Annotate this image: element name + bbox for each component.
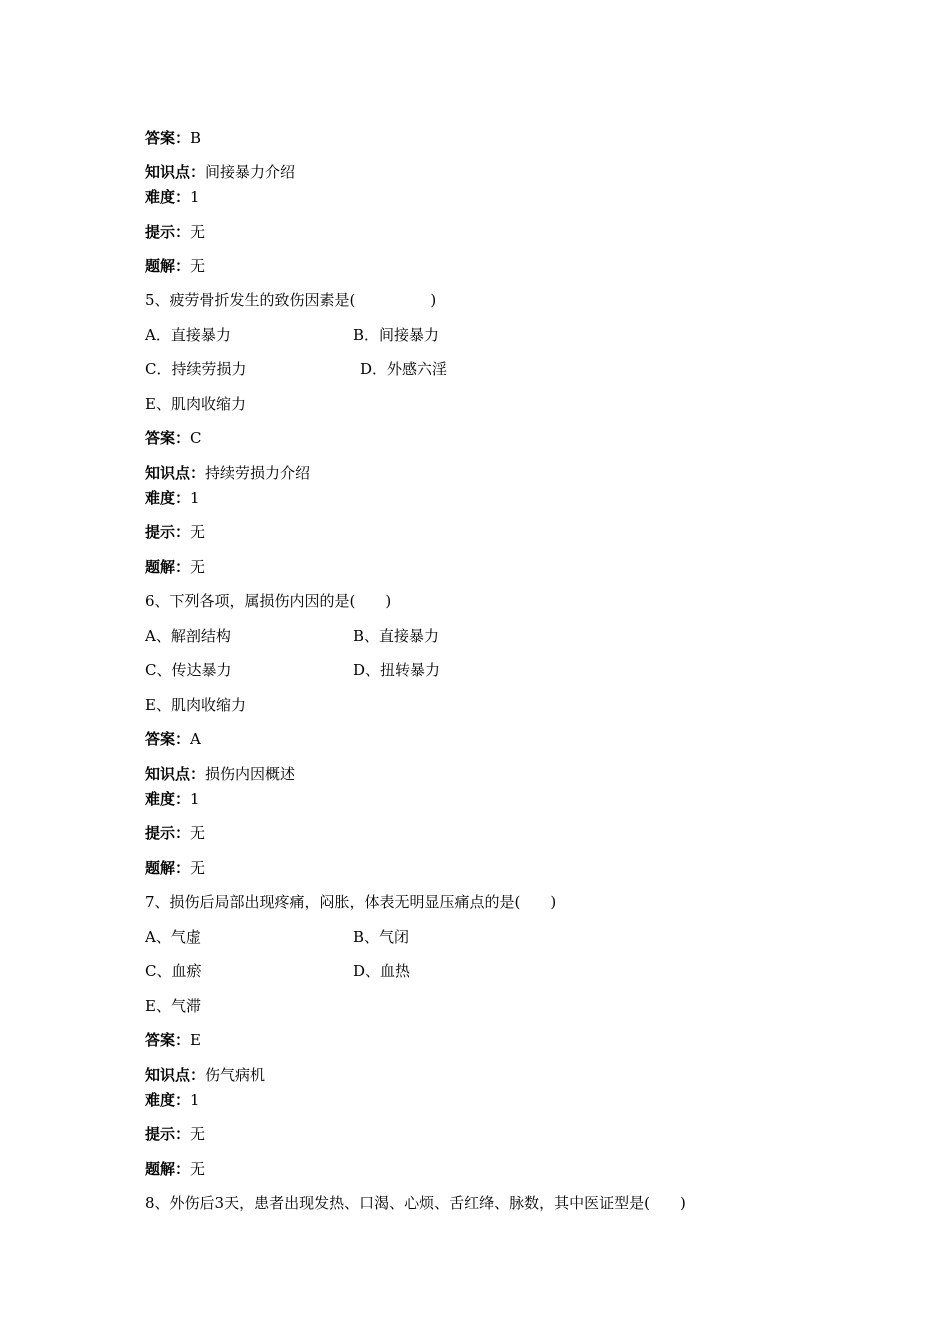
hint-label: 提示： bbox=[145, 824, 191, 842]
explain-label: 题解： bbox=[145, 859, 191, 877]
difficulty-value: 1 bbox=[190, 1091, 200, 1109]
difficulty-row bbox=[145, 789, 200, 809]
difficulty-label: 难度： bbox=[145, 489, 191, 507]
option-row bbox=[145, 927, 410, 947]
explain-row bbox=[145, 1159, 205, 1179]
option-a: A、气虚 bbox=[145, 928, 201, 946]
answer-value: C bbox=[190, 429, 202, 447]
difficulty-label: 难度： bbox=[145, 1091, 191, 1109]
option-a: A、解剖结构 bbox=[145, 627, 231, 645]
explain-value: 无 bbox=[190, 558, 206, 576]
difficulty-label: 难度： bbox=[145, 790, 191, 808]
explain-label: 题解： bbox=[145, 558, 191, 576]
question-stem: 7、损伤后局部出现疼痛，闷胀，体表无明显压痛点的是( ) bbox=[145, 893, 557, 911]
explain-row bbox=[145, 557, 205, 577]
question-stem: 6、下列各项，属损伤内因的是( ) bbox=[145, 592, 392, 610]
hint-value: 无 bbox=[190, 824, 206, 842]
answer-value: B bbox=[190, 129, 202, 147]
option-b: B、气闭 bbox=[353, 928, 410, 946]
difficulty-row bbox=[145, 1090, 200, 1110]
knowledge-value: 损伤内因概述 bbox=[205, 765, 296, 783]
knowledge-value: 间接暴力介绍 bbox=[205, 163, 296, 181]
explain-value: 无 bbox=[190, 859, 206, 877]
answer-label: 答案： bbox=[145, 129, 191, 147]
hint-label: 提示： bbox=[145, 223, 191, 241]
option-b: B、直接暴力 bbox=[353, 627, 440, 645]
hint-row bbox=[145, 1124, 205, 1144]
option-e: E、肌肉收缩力 bbox=[145, 696, 246, 714]
answer-value: A bbox=[190, 730, 201, 748]
explain-label: 题解： bbox=[145, 1160, 191, 1178]
knowledge-label: 知识点： bbox=[145, 163, 206, 181]
option-row bbox=[145, 359, 448, 379]
difficulty-value: 1 bbox=[190, 188, 200, 206]
option-a: A．直接暴力 bbox=[145, 326, 231, 344]
question-stem: 8、外伤后3天，患者出现发热、口渴、心烦、舌红绛、脉数，其中医证型是( ) bbox=[145, 1194, 686, 1212]
option-b: B．间接暴力 bbox=[353, 326, 440, 344]
explain-value: 无 bbox=[190, 1160, 206, 1178]
explain-value: 无 bbox=[190, 257, 206, 275]
option-c: C、传达暴力 bbox=[145, 661, 232, 679]
option-e: E、肌肉收缩力 bbox=[145, 395, 246, 413]
question-stem: 5、疲劳骨折发生的致伤因素是( ) bbox=[145, 291, 437, 309]
answer-label: 答案： bbox=[145, 730, 191, 748]
hint-value: 无 bbox=[190, 223, 206, 241]
option-e: E、气滞 bbox=[145, 997, 201, 1015]
explain-label: 题解： bbox=[145, 257, 191, 275]
answer-label: 答案： bbox=[145, 429, 191, 447]
hint-value: 无 bbox=[190, 523, 206, 541]
option-row bbox=[145, 961, 411, 981]
difficulty-row bbox=[145, 488, 200, 508]
hint-value: 无 bbox=[190, 1125, 206, 1143]
option-d: D．外感六淫 bbox=[360, 360, 448, 378]
knowledge-row bbox=[145, 162, 295, 182]
knowledge-label: 知识点： bbox=[145, 765, 206, 783]
answer-row bbox=[145, 729, 201, 749]
hint-row bbox=[145, 222, 205, 242]
option-c: C、血瘀 bbox=[145, 962, 202, 980]
difficulty-value: 1 bbox=[190, 790, 200, 808]
knowledge-label: 知识点： bbox=[145, 1066, 206, 1084]
explain-row bbox=[145, 256, 205, 276]
hint-label: 提示： bbox=[145, 523, 191, 541]
knowledge-value: 伤气病机 bbox=[205, 1066, 266, 1084]
answer-row bbox=[145, 1030, 201, 1050]
hint-row bbox=[145, 823, 205, 843]
knowledge-row bbox=[145, 463, 310, 483]
answer-label: 答案： bbox=[145, 1031, 191, 1049]
explain-row bbox=[145, 858, 205, 878]
knowledge-label: 知识点： bbox=[145, 464, 206, 482]
knowledge-row bbox=[145, 764, 295, 784]
knowledge-row bbox=[145, 1065, 265, 1085]
difficulty-label: 难度： bbox=[145, 188, 191, 206]
answer-row bbox=[145, 428, 202, 448]
difficulty-row bbox=[145, 187, 200, 207]
answer-row bbox=[145, 128, 201, 148]
knowledge-value: 持续劳损力介绍 bbox=[205, 464, 311, 482]
difficulty-value: 1 bbox=[190, 489, 200, 507]
option-row bbox=[145, 660, 441, 680]
option-d: D、扭转暴力 bbox=[353, 661, 441, 679]
option-row bbox=[145, 325, 440, 345]
answer-value: E bbox=[190, 1031, 201, 1049]
hint-label: 提示： bbox=[145, 1125, 191, 1143]
option-d: D、血热 bbox=[353, 962, 411, 980]
option-c: C．持续劳损力 bbox=[145, 360, 247, 378]
hint-row bbox=[145, 522, 205, 542]
option-row bbox=[145, 626, 440, 646]
